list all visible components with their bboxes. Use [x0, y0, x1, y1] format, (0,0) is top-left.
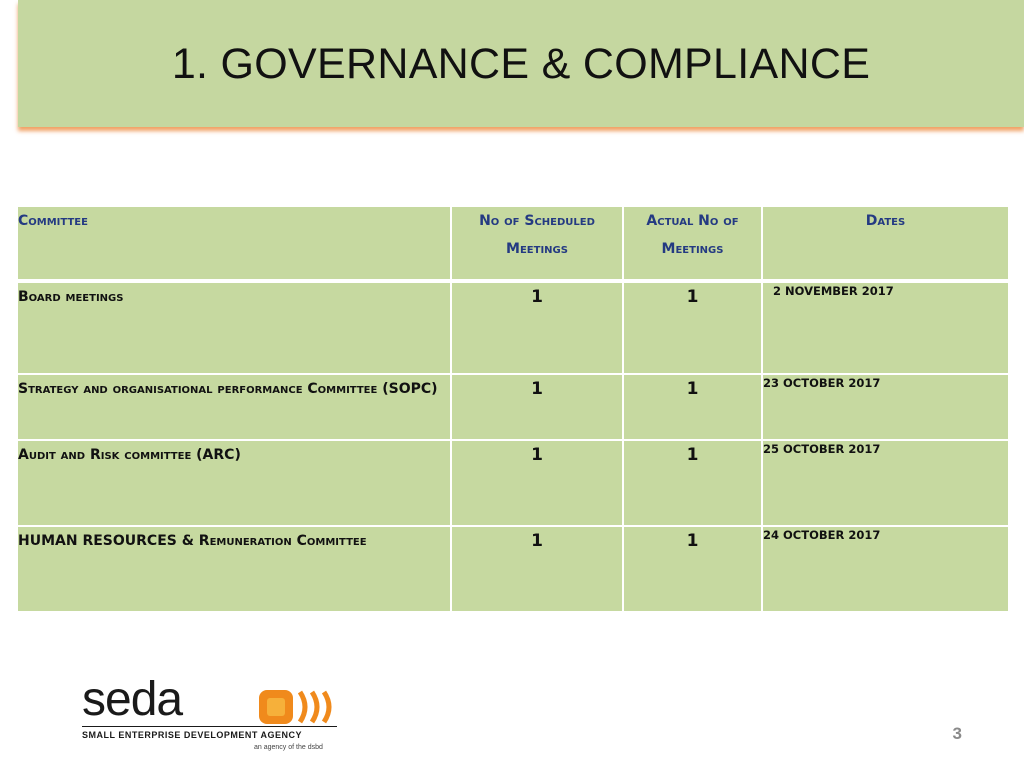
table-row	[17, 526, 1009, 612]
actual-count: 1	[623, 440, 762, 526]
committee-name: HUMAN RESOURCES & Remuneration Committee	[17, 526, 451, 612]
header-scheduled-meetings: No of Scheduled Meetings	[451, 206, 623, 281]
header-dates: Dates	[762, 206, 1009, 281]
logo-tagline: an agency of the dsbd	[254, 744, 323, 751]
seda-logo	[82, 673, 342, 758]
actual-count: 1	[623, 526, 762, 612]
page-number: 3	[952, 724, 962, 743]
scheduled-count: 1	[451, 526, 623, 612]
table-row	[17, 281, 1009, 374]
header-actual-meetings: Actual No of Meetings	[623, 206, 762, 281]
table-row	[17, 374, 1009, 440]
meeting-date: 23 OCTOBER 2017	[762, 374, 1009, 440]
scheduled-count: 1	[451, 440, 623, 526]
meeting-date: 24 OCTOBER 2017	[762, 526, 1009, 612]
logo-divider	[82, 726, 337, 727]
meeting-date: 2 NOVEMBER 2017	[762, 281, 1009, 374]
committee-name: Audit and Risk committee (ARC)	[17, 440, 451, 526]
actual-count: 1	[623, 374, 762, 440]
committee-name: Strategy and organisational performance Committee (SOPC)	[17, 374, 451, 440]
governance-table	[16, 205, 1010, 613]
table-header-row	[17, 206, 1009, 281]
table-row	[17, 440, 1009, 526]
title-banner	[18, 0, 1024, 127]
logo-subtitle: SMALL ENTERPRISE DEVELOPMENT AGENCY	[82, 730, 303, 740]
slide-title: 1. GOVERNANCE & COMPLIANCE	[171, 40, 871, 88]
scheduled-count: 1	[451, 374, 623, 440]
logo-wordmark: seda	[82, 673, 183, 726]
meeting-date: 25 OCTOBER 2017	[762, 440, 1009, 526]
actual-count: 1	[623, 281, 762, 374]
header-committee: Committee	[17, 206, 451, 281]
committee-name: Board meetings	[17, 281, 451, 374]
logo-rings-icon	[258, 688, 338, 726]
scheduled-count: 1	[451, 281, 623, 374]
